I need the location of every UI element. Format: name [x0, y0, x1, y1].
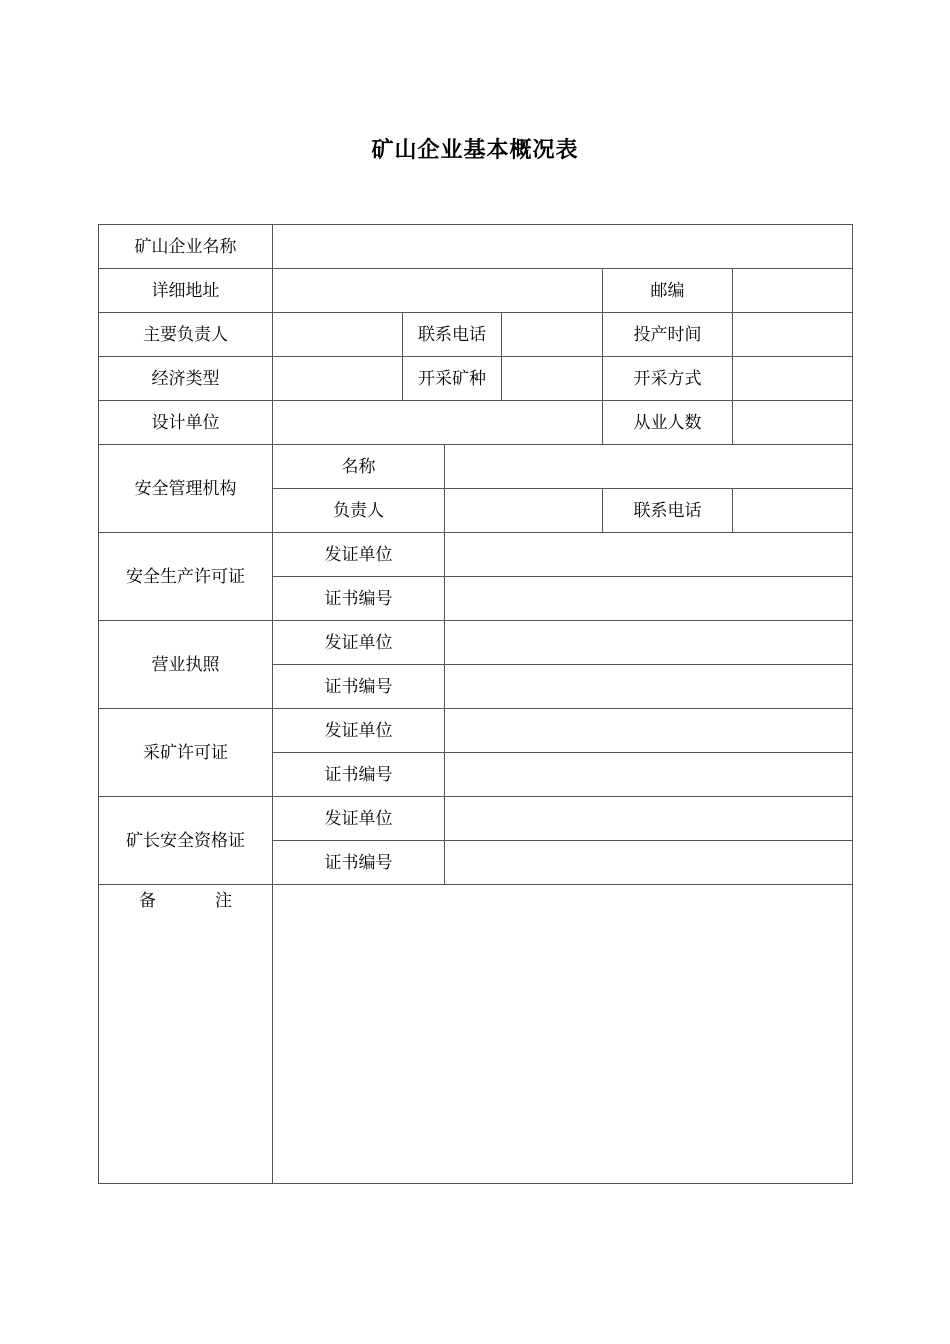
- business-license-number-field[interactable]: [445, 665, 853, 709]
- remarks-label: [99, 885, 273, 1184]
- phone-label: 联系电话: [403, 313, 502, 357]
- row-remarks: [99, 885, 853, 1184]
- mine-info-form: [98, 224, 853, 1184]
- employees-label: 从业人数: [603, 401, 733, 445]
- design-unit-field[interactable]: [273, 401, 603, 445]
- phone-field[interactable]: [502, 313, 603, 357]
- production-start-label: 投产时间: [603, 313, 733, 357]
- mining-license-issuer-field[interactable]: [445, 709, 853, 753]
- row-economic-type: [99, 357, 853, 401]
- mineral-type-field[interactable]: [502, 357, 603, 401]
- production-start-field[interactable]: [733, 313, 853, 357]
- manager-certificate-label: 矿长安全资格证: [99, 797, 273, 885]
- safety-org-label: 安全管理机构: [99, 445, 273, 533]
- safety-license-number-field[interactable]: [445, 577, 853, 621]
- remarks-field[interactable]: [273, 885, 853, 1184]
- row-mining-license-issuer: [99, 709, 853, 753]
- org-name-field[interactable]: [445, 445, 853, 489]
- mining-license-label: 采矿许可证: [99, 709, 273, 797]
- business-license-issuer-label: 发证单位: [273, 621, 445, 665]
- manager-certificate-number-label: 证书编号: [273, 841, 445, 885]
- economic-type-field[interactable]: [273, 357, 403, 401]
- mining-license-number-field[interactable]: [445, 753, 853, 797]
- row-design-unit: [99, 401, 853, 445]
- business-license-number-label: 证书编号: [273, 665, 445, 709]
- mineral-type-label: 开采矿种: [403, 357, 502, 401]
- postcode-label: 邮编: [603, 269, 733, 313]
- safety-license-issuer-label: 发证单位: [273, 533, 445, 577]
- manager-certificate-issuer-field[interactable]: [445, 797, 853, 841]
- row-company-name: [99, 225, 853, 269]
- org-head-field[interactable]: [445, 489, 603, 533]
- safety-license-label: 安全生产许可证: [99, 533, 273, 621]
- company-name-field[interactable]: [273, 225, 853, 269]
- business-license-issuer-field[interactable]: [445, 621, 853, 665]
- principal-label: 主要负责人: [99, 313, 273, 357]
- safety-license-number-label: 证书编号: [273, 577, 445, 621]
- business-license-label: 营业执照: [99, 621, 273, 709]
- row-address: [99, 269, 853, 313]
- org-phone-field[interactable]: [733, 489, 853, 533]
- org-head-label: 负责人: [273, 489, 445, 533]
- company-name-label: 矿山企业名称: [99, 225, 273, 269]
- remarks-label-char-2: 注: [215, 891, 232, 911]
- safety-license-issuer-field[interactable]: [445, 533, 853, 577]
- remarks-label-char-1: 备: [139, 891, 156, 911]
- principal-field[interactable]: [273, 313, 403, 357]
- design-unit-label: 设计单位: [99, 401, 273, 445]
- row-principal: [99, 313, 853, 357]
- address-field[interactable]: [273, 269, 603, 313]
- manager-certificate-number-field[interactable]: [445, 841, 853, 885]
- row-safety-license-issuer: [99, 533, 853, 577]
- mining-method-field[interactable]: [733, 357, 853, 401]
- mining-method-label: 开采方式: [603, 357, 733, 401]
- employees-field[interactable]: [733, 401, 853, 445]
- org-name-label: 名称: [273, 445, 445, 489]
- postcode-field[interactable]: [733, 269, 853, 313]
- mining-license-issuer-label: 发证单位: [273, 709, 445, 753]
- economic-type-label: 经济类型: [99, 357, 273, 401]
- mining-license-number-label: 证书编号: [273, 753, 445, 797]
- address-label: 详细地址: [99, 269, 273, 313]
- manager-certificate-issuer-label: 发证单位: [273, 797, 445, 841]
- row-safety-org-name: [99, 445, 853, 489]
- page-title: 矿山企业基本概况表: [371, 138, 579, 163]
- org-phone-label: 联系电话: [603, 489, 733, 533]
- row-manager-certificate-issuer: [99, 797, 853, 841]
- row-business-license-issuer: [99, 621, 853, 665]
